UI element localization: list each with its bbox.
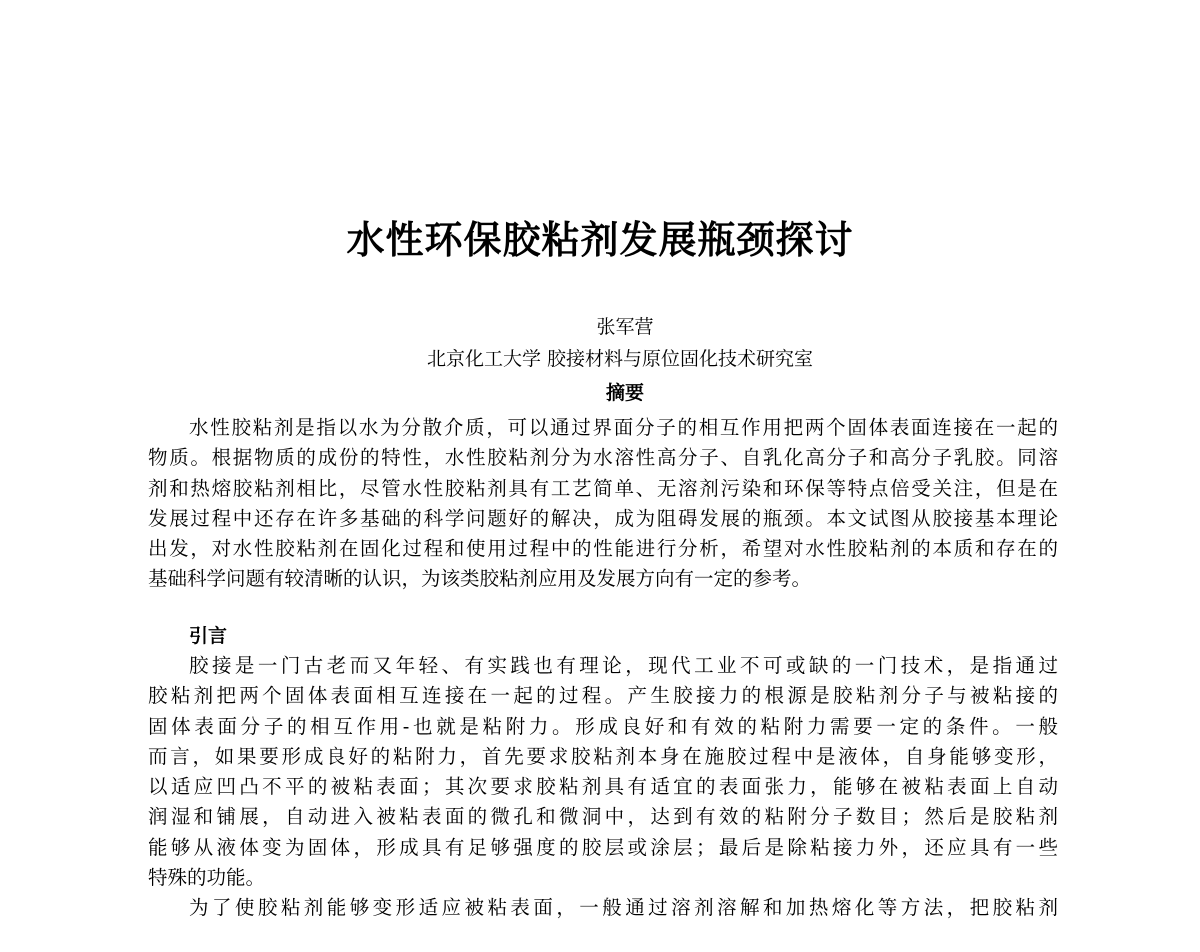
introduction-line: 以适应凹凸不平的被粘表面；其次要求胶粘剂具有适宜的表面张力，能够在被粘表面上自动 xyxy=(148,775,1058,799)
author-name: 张军营 xyxy=(596,316,654,338)
abstract-line: 发展过程中还存在许多基础的科学问题好的解决，成为阻碍发展的瓶颈。本文试图从胶接基本理论 xyxy=(148,506,1058,530)
introduction-line: 胶接是一门古老而又年轻、有实践也有理论，现代工业不可或缺的一门技术，是指通过 xyxy=(189,654,1058,677)
introduction-line: 能够从液体变为固体，形成具有足够强度的胶层或涂层；最后是除粘接力外，还应具有一些 xyxy=(148,835,1058,859)
introduction-body xyxy=(148,651,1058,924)
introduction-line: 为了使胶粘剂能够变形适应被粘表面，一般通过溶剂溶解和加热熔化等方法，把胶粘剂 xyxy=(189,896,1058,920)
author-affiliation: 北京化工大学 胶接材料与原位固化技术研究室 xyxy=(426,348,814,370)
abstract-line: 水性胶粘剂是指以水为分散介质，可以通过界面分子的相互作用把两个固体表面连接在一起的 xyxy=(189,416,1058,439)
introduction-line: 润湿和铺展，自动进入被粘表面的微孔和微洞中，达到有效的粘附分子数目；然后是胶粘剂 xyxy=(148,805,1058,829)
abstract-line: 基础科学问题有较清晰的认识，为该类胶粘剂应用及发展方向有一定的参考。 xyxy=(148,567,812,591)
abstract-line: 剂和热熔胶粘剂相比，尽管水性胶粘剂具有工艺简单、无溶剂污染和环保等特点倍受关注，但是在 xyxy=(148,476,1058,500)
introduction-line: 固体表面分子的相互作用-也就是粘附力。形成良好和有效的粘附力需要一定的条件。一般 xyxy=(148,714,1058,738)
abstract-body xyxy=(148,413,1058,595)
abstract-line: 出发，对水性胶粘剂在固化过程和使用过程中的性能进行分析，希望对水性胶粘剂的本质和存在的 xyxy=(148,537,1058,561)
abstract-heading: 摘要 xyxy=(605,382,644,404)
introduction-heading: 引言 xyxy=(189,625,228,647)
introduction-line: 特殊的功能。 xyxy=(148,866,266,890)
introduction-line: 而言，如果要形成良好的粘附力，首先要求胶粘剂本身在施胶过程中是液体，自身能够变形， xyxy=(148,744,1058,768)
abstract-line: 物质。根据物质的成份的特性，水性胶粘剂分为水溶性高分子、自乳化高分子和高分子乳胶。同溶 xyxy=(148,446,1058,470)
paper-title: 水性环保胶粘剂发展瓶颈探讨 xyxy=(346,218,854,262)
introduction-line: 胶粘剂把两个固体表面相互连接在一起的过程。产生胶接力的根源是胶粘剂分子与被粘接的 xyxy=(148,684,1058,708)
